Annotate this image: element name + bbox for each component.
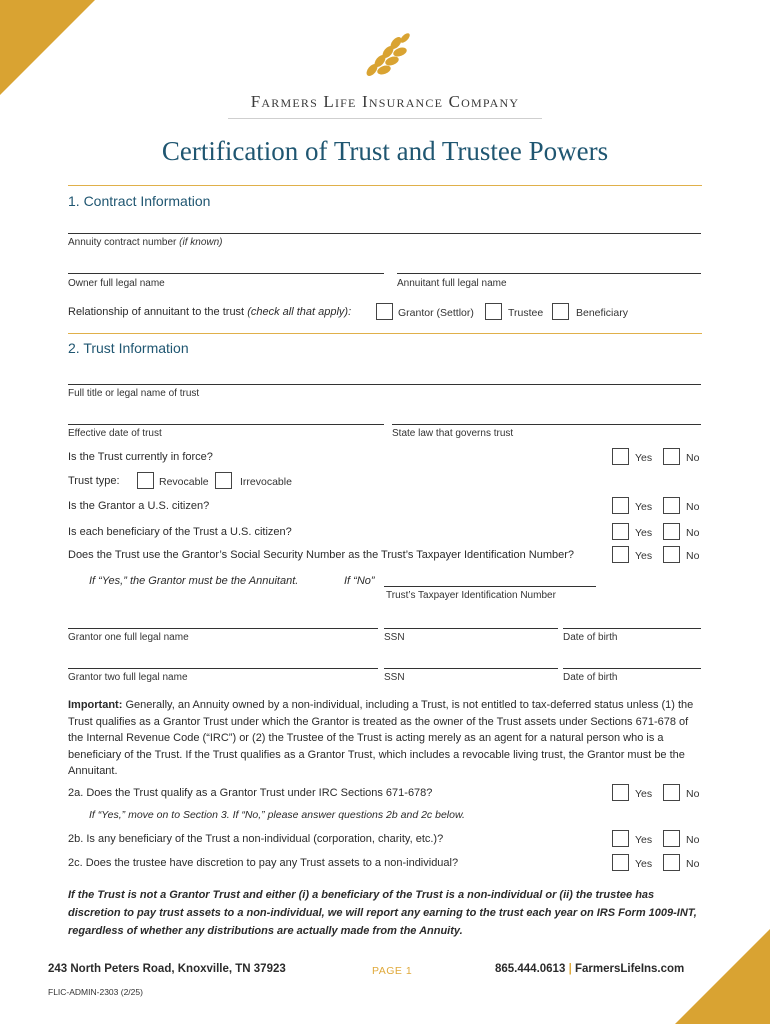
trust-type-label: Trust type: [68, 475, 120, 487]
section-divider [68, 185, 702, 186]
state-law-label: State law that governs trust [392, 428, 514, 439]
grantor2-name-field[interactable] [68, 668, 378, 669]
phone-number: 865.444.0613 [495, 963, 566, 975]
grantor2-dob-field[interactable] [563, 668, 701, 669]
no-label: No [686, 858, 700, 870]
grantor1-name-label: Grantor one full legal name [68, 632, 189, 643]
in-force-yes-checkbox[interactable] [612, 448, 629, 465]
question-ssn-as-tin: Does the Trust use the Grantor’s Social Security Number as the Trust’s Taxpayer Identification Number? [68, 549, 575, 561]
question-in-force: Is the Trust currently in force? [68, 451, 213, 463]
contract-number-label: Annuity contract number (if known) [68, 237, 223, 248]
company-name: Farmers Life Insurance Company [250, 92, 520, 111]
no-label: No [686, 527, 700, 539]
contract-number-field[interactable] [68, 233, 701, 234]
irrevocable-option-label: Irrevocable [240, 476, 292, 488]
question-2b: 2b. Is any beneficiary of the Trust a non-individual (corporation, charity, etc.)? [68, 833, 444, 845]
grantor1-ssn-field[interactable] [384, 628, 558, 629]
effective-date-label: Effective date of trust [68, 428, 162, 439]
grantor1-dob-label: Date of birth [563, 632, 618, 643]
annuitant-name-label: Annuitant full legal name [397, 278, 507, 289]
no-label: No [686, 550, 700, 562]
yes-label: Yes [635, 788, 653, 800]
closing-note: If the Trust is not a Grantor Trust and either (i) a beneficiary of the Trust is a non-individual or (ii) the trustee has discretion to pay trust assets to a non-individual, we will report any earning to the trust each year on IRS Form 1009-INT, regardless of whether any distributions are actually made from the Annuity. [68, 889, 697, 937]
beneficiary-citizen-no-checkbox[interactable] [663, 523, 680, 540]
revocable-option-label: Revocable [159, 476, 209, 488]
no-label: No [686, 834, 700, 846]
yes-label: Yes [635, 501, 653, 513]
wheat-logo-icon [358, 30, 410, 80]
q2a-no-checkbox[interactable] [663, 784, 680, 801]
footer-contact [495, 963, 684, 975]
ssn-tin-yes-checkbox[interactable] [612, 546, 629, 563]
grantor-checkbox[interactable] [376, 303, 393, 320]
beneficiary-option-label: Beneficiary [576, 307, 628, 319]
no-label: No [686, 788, 700, 800]
q2b-no-checkbox[interactable] [663, 830, 680, 847]
if-yes-note: If “Yes,” the Grantor must be the Annuitant. [89, 575, 299, 587]
owner-name-label: Owner full legal name [68, 278, 165, 289]
section1-heading: 1. Contract Information [68, 193, 211, 209]
trustee-option-label: Trustee [508, 307, 544, 319]
trust-name-label: Full title or legal name of trust [68, 388, 200, 399]
q2b-yes-checkbox[interactable] [612, 830, 629, 847]
yes-label: Yes [635, 550, 653, 562]
grantor1-name-field[interactable] [68, 628, 378, 629]
grantor-citizen-yes-checkbox[interactable] [612, 497, 629, 514]
corner-accent-top-left [0, 0, 95, 95]
beneficiary-checkbox[interactable] [552, 303, 569, 320]
question-2c: 2c. Does the trustee have discretion to pay any Trust assets to a non-individual? [68, 857, 459, 869]
section-divider [68, 333, 702, 334]
grantor-option-label: Grantor (Settlor) [398, 307, 474, 319]
trust-tin-field[interactable] [384, 586, 596, 587]
grantor1-ssn-label: SSN [384, 632, 405, 643]
page-title: Certification of Trust and Trustee Powers [161, 136, 609, 166]
state-law-field[interactable] [392, 424, 701, 425]
question-beneficiary-citizen: Is each beneficiary of the Trust a U.S. citizen? [68, 526, 292, 538]
relationship-label: Relationship of annuitant to the trust (check all that apply): [68, 306, 352, 318]
footer-address: 243 North Peters Road, Knoxville, TN 37923 [48, 963, 286, 975]
grantor2-ssn-field[interactable] [384, 668, 558, 669]
website-link[interactable]: FarmersLifeIns.com [574, 963, 685, 975]
yes-label: Yes [635, 834, 653, 846]
beneficiary-citizen-yes-checkbox[interactable] [612, 523, 629, 540]
revocable-checkbox[interactable] [137, 472, 154, 489]
page-number: PAGE 1 [372, 965, 413, 977]
footer-separator: | [568, 963, 572, 975]
in-force-no-checkbox[interactable] [663, 448, 680, 465]
section2-heading: 2. Trust Information [68, 340, 189, 356]
note-2a: If “Yes,” move on to Section 3. If “No,” please answer questions 2b and 2c below. [89, 809, 465, 821]
no-label: No [686, 501, 700, 513]
grantor2-name-label: Grantor two full legal name [68, 672, 188, 683]
grantor-citizen-no-checkbox[interactable] [663, 497, 680, 514]
grantor2-ssn-label: SSN [384, 672, 405, 683]
yes-label: Yes [635, 527, 653, 539]
important-notice: Important: Generally, an Annuity owned by a non-individual, including a Trust, is not entitled to tax-deferred status unless (1) the Trust qualifies as a Grantor Trust under which the Grantor is treated as the owner of the Trust assets under Sections 671-678 of the Internal Revenue Code (“IRC”) or (2) the Trustee of the Trust is acting merely as an agent for a natural person who is a beneficiary of the Trust. If the Trust qualifies as a Grantor Trust, which includes a revocable living trust, the Grantor must be the Annuitant. [68, 699, 694, 778]
owner-name-field[interactable] [68, 273, 384, 274]
company-divider [228, 118, 542, 119]
yes-label: Yes [635, 858, 653, 870]
no-label: No [686, 452, 700, 464]
effective-date-field[interactable] [68, 424, 384, 425]
trust-name-field[interactable] [68, 384, 701, 385]
grantor1-dob-field[interactable] [563, 628, 701, 629]
yes-label: Yes [635, 452, 653, 464]
q2c-no-checkbox[interactable] [663, 854, 680, 871]
grantor2-dob-label: Date of birth [563, 672, 618, 683]
form-id: FLIC-ADMIN-2303 (2/25) [48, 987, 143, 997]
annuitant-name-field[interactable] [397, 273, 701, 274]
trustee-checkbox[interactable] [485, 303, 502, 320]
question-2a: 2a. Does the Trust qualify as a Grantor Trust under IRC Sections 671-678? [68, 787, 433, 799]
q2a-yes-checkbox[interactable] [612, 784, 629, 801]
question-grantor-citizen: Is the Grantor a U.S. citizen? [68, 500, 210, 512]
if-no-note: If “No” [344, 575, 375, 587]
ssn-tin-no-checkbox[interactable] [663, 546, 680, 563]
corner-accent-bottom-right [675, 929, 770, 1024]
trust-tin-label: Trust’s Taxpayer Identification Number [386, 590, 556, 601]
irrevocable-checkbox[interactable] [215, 472, 232, 489]
q2c-yes-checkbox[interactable] [612, 854, 629, 871]
